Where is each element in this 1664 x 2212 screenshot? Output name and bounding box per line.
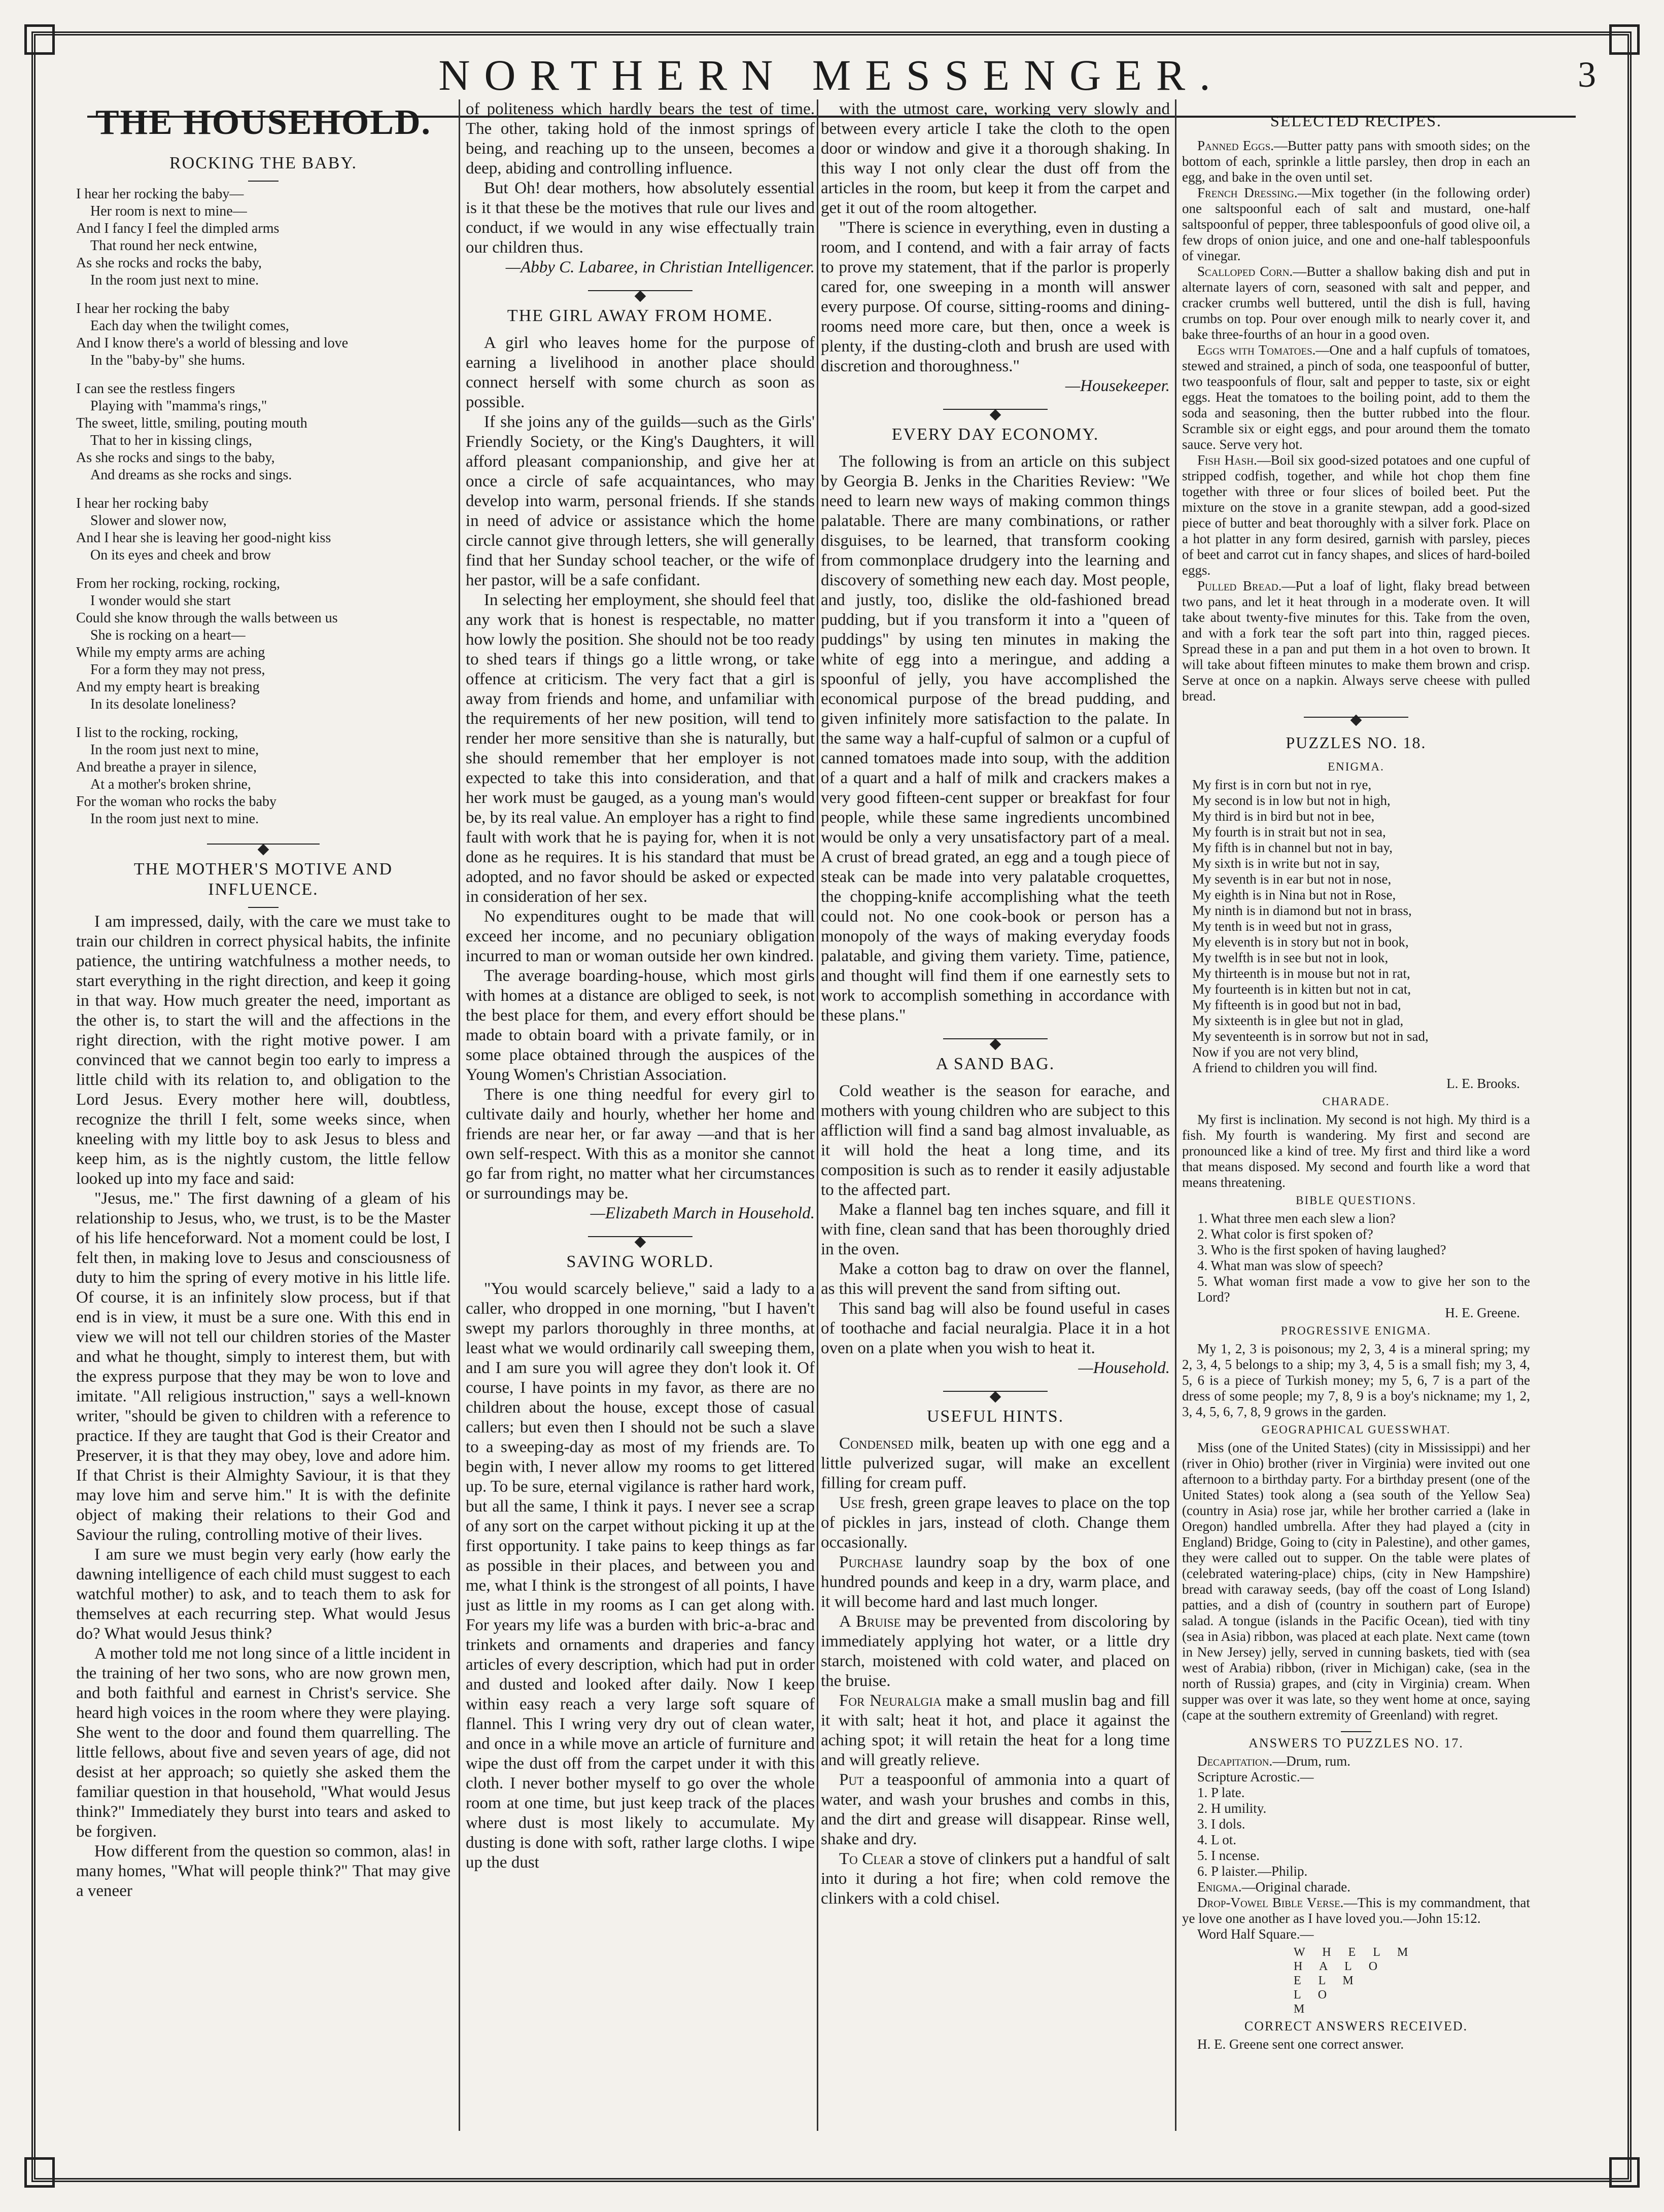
paragraph: with the utmost care, working very slowly and between every article I take the cloth to the open door or window and give it a thorough shaking. In this way I not only clear the dust off from the articles in the room, but keep it from the carpet and get it out of the room altogether. xyxy=(821,100,1170,217)
poem-line: That round her neck entwine, xyxy=(90,238,257,254)
ornament-divider xyxy=(76,839,450,848)
item-lead: Fish Hash. xyxy=(1197,452,1257,468)
ornament-divider xyxy=(1182,712,1530,721)
enigma-line: My third is in bird but not in bee, xyxy=(1192,809,1375,824)
item-text: —Mix together (in the following order) one saltspoonful each of salt and mustard, one-half saltspoonful of pepper, three tablespoonfuls of good olive oil, a few drops of onion juice, and one and one-half tablespoonfuls of vinegar. xyxy=(1182,185,1530,263)
article-body-girl-away xyxy=(466,333,815,1204)
list-item xyxy=(821,1553,1170,1612)
paragraph: But Oh! dear mothers, how absolutely essential is it that these be the motives that rule our lives and conduct, if we would in any wise effectually train our children thus. xyxy=(466,179,815,257)
enigma-line: My fourth is in strait but not in sea, xyxy=(1192,824,1386,839)
item-lead: Purchase xyxy=(839,1553,903,1571)
article-signature: —Household. xyxy=(1078,1359,1170,1377)
acrostic-line: 6. P laister.—Philip. xyxy=(1197,1864,1308,1879)
list-item xyxy=(1182,452,1530,578)
column-2 xyxy=(466,99,815,2131)
paragraph: A mother told me not long since of a little incident in the training of her two sons, who are now grown men, and both faithful and earnest in Christ's service. She heard high voices in the room where they were playing. She went to the door and found them quarrelling. The little fellows, about five and seven years of age, did not desist at her approach; so quietly she asked them the familiar question in that household, "What would Jesus think?" Immediately they burst into tears and asked to be forgiven. xyxy=(76,1644,450,1841)
poem-line: For the woman who rocks the baby xyxy=(76,794,277,810)
item-lead: French Dressing. xyxy=(1197,185,1298,200)
masthead-title: NORTHERN MESSENGER. xyxy=(438,51,1225,99)
recipe-list xyxy=(1182,138,1530,704)
item-lead: Eggs with Tomatoes. xyxy=(1197,342,1316,358)
bible-questions-list xyxy=(1182,1211,1530,1305)
paragraph: I am sure we must begin very early (how early the dawning intelligence of each child must suggest to each watchful mother) to ask, and to teach them to ask for themselves at each recurring step. What would Jesus do? What would Jesus think? xyxy=(76,1546,450,1643)
word-half-square xyxy=(1294,1945,1530,2016)
paragraph: The following is from an article on this subject by Georgia B. Jenks in the Charities Review: "We need to learn new ways of making common things palatable. There are many combinations, or rather disguises, to be learned, that transform cooking from commonplace drudgery into the learning and discovery of something new each day. Most people, and justly, too, dislike the old-fashioned bread pudding, but if you transform it into a "queen of puddings" by using ten minutes in making the white of egg into a meringue, and adding a spoonful of jelly, you have accomplished the economical purpose of the bread pudding, and given infinitely more satisfaction to the palate. In the same way a half-cupful of salmon or a cupful of canned tomatoes made into soup, with the addition of a quart and a half of milk and crackers makes a very good fifteen-cent supper or breakfast for four people, while these same ingredients uncombined would be only a very unsatisfactory part of a meal. A crust of bread grated, an egg and a tough piece of steak can be made into very palatable croquettes, the chopping-knife accomplishing what the teeth could not. No one cook-book or person has a monopoly of the ways of making everyday foods palatable, and giving them variety. Time, patience, and thought will find them if one earnestly sets to work to accomplish something in accordance with these plans." xyxy=(821,452,1170,1025)
item-lead: Panned Eggs. xyxy=(1197,138,1274,153)
item-lead: Condensed xyxy=(839,1434,913,1453)
list-item xyxy=(821,1434,1170,1493)
geographical-guesswhat-title: GEOGRAPHICAL GUESSWHAT. xyxy=(1261,1423,1451,1436)
answer-label: Drop-Vowel Bible Verse. xyxy=(1197,1895,1344,1910)
corner-ornament xyxy=(24,2157,55,2188)
paragraph: How different from the question so common, alas! in many homes, "What will people think?" That may give a veneer xyxy=(76,1842,450,1900)
word-square-row: L O xyxy=(1294,1988,1334,2002)
item-text: milk, beaten up with one egg and a little pulverized sugar, will make an excellent filling for cream puff. xyxy=(821,1434,1170,1492)
acrostic-answer-list xyxy=(1182,1785,1530,1879)
enigma-line: Now if you are not very blind, xyxy=(1192,1044,1359,1060)
item-lead: A Bruise xyxy=(839,1612,901,1631)
acrostic-line: 1. P late. xyxy=(1197,1785,1245,1800)
item-text: fresh, green grape leaves to place on the top of pickles in jars, instead of cloth. Change them occasionally. xyxy=(821,1494,1170,1552)
word-square-row: E L M xyxy=(1294,1974,1361,1987)
poem-line: At a mother's broken shrine, xyxy=(90,777,251,792)
acrostic-line: 5. I ncense. xyxy=(1197,1848,1260,1863)
item-lead: Use xyxy=(839,1494,865,1512)
column-rule xyxy=(817,99,818,2131)
item-lead: Scalloped Corn. xyxy=(1197,264,1293,279)
progressive-enigma-title: PROGRESSIVE ENIGMA. xyxy=(1280,1324,1432,1337)
poem-line: As she rocks and rocks the baby, xyxy=(76,255,262,271)
poem-line: And my empty heart is breaking xyxy=(76,679,260,695)
paragraph: I am impressed, daily, with the care we must take to train our children in correct physical habits, the infinite patience, the untiring watchfulness a mother needs, to start everything in the right direction, and keep it going in that way. How much greater the need, important as the other is, to start the will and the affections in the right direction, with the right motive power. I am convinced that we cannot begin too early to impress a little child with its relation to, and obligation to the Lord Jesus. Every mother here will, doubtless, recognize the thrill I felt, some weeks since, when kneeling with my little boy to ask Jesus to bless and keep him, as is the nightly custom, the little fellow looked up into my face and said: xyxy=(76,912,450,1188)
item-text: a stove of clinkers put a handful of salt into it during a hot fire; when cold remove the clinkers with a cold chisel. xyxy=(821,1850,1170,1908)
correct-answers-text: H. E. Greene sent one correct answer. xyxy=(1197,2037,1404,2052)
puzzle-signature: L. E. Brooks. xyxy=(1446,1076,1520,1091)
ornament-divider xyxy=(821,1034,1170,1043)
poem-line: The sweet, little, smiling, pouting mouth xyxy=(76,415,307,431)
poem-stanza xyxy=(76,495,450,564)
item-text: laundry soap by the box of one hundred pounds and keep in a dry, warm place, and it will become hard and last much longer. xyxy=(821,1553,1170,1611)
item-text: —Put a loaf of light, flaky bread between two pans, and let it heat through in a moderate oven. It will take about twenty-five minutes for this. Take from the oven, and with a fork tear the soft part into thin, ragged pieces. Spread these in a pan and put them in a hot oven to brown. It will take about fifteen minutes to make them brown and crisp. Serve at once on a napkin. Always serve cheese with pulled bread. xyxy=(1182,578,1530,704)
list-item xyxy=(821,1770,1170,1849)
list-item xyxy=(1182,138,1530,185)
poem-line: I wonder would she start xyxy=(90,593,231,609)
correct-answers-title: CORRECT ANSWERS RECEIVED. xyxy=(1244,2019,1468,2033)
enigma-title: ENIGMA. xyxy=(1328,760,1384,773)
section-title-household: THE HOUSEHOLD. xyxy=(95,103,432,142)
poem-line: In the room just next to mine. xyxy=(90,811,259,827)
poem-line: In the room just next to mine, xyxy=(90,742,259,758)
column-3 xyxy=(821,99,1170,2131)
poem-line: Could she know through the walls between us xyxy=(76,610,338,626)
bible-question: 5. What woman first made a vow to give her son to the Lord? xyxy=(1197,1274,1530,1305)
article-signature: —Abby C. Labaree, in Christian Intelligencer. xyxy=(505,258,815,276)
poem-line: I list to the rocking, rocking, xyxy=(76,725,238,741)
page-number: 3 xyxy=(1578,54,1596,95)
column-4 xyxy=(1182,99,1530,2131)
poem-line: I can see the restless fingers xyxy=(76,381,235,397)
paragraph: Make a flannel bag ten inches square, and fill it with fine, clean sand that has been thoroughly dried in the oven. xyxy=(821,1201,1170,1258)
column-rule xyxy=(459,99,460,2131)
answer-enigma xyxy=(1182,1879,1530,1895)
article-signature: —Elizabeth March in Household. xyxy=(590,1204,815,1222)
paragraph: The average boarding-house, which most girls with homes at a distance are obliged to seek, is not the best place for them, and every effort should be made to obtain board with a private family, or in some place obtained through the auspices of the Young Women's Christian Association. xyxy=(466,967,815,1084)
poem-line: In its desolate loneliness? xyxy=(90,696,236,712)
item-text: —Butter patty pans with smooth sides; on the bottom of each, sprinkle a little parsley, then drop in each an egg, and bake in the oven until set. xyxy=(1182,138,1530,185)
article-title-girl-away: THE GIRL AWAY FROM HOME. xyxy=(507,306,774,325)
item-lead: Put xyxy=(839,1771,864,1789)
poem-line: She is rocking on a heart— xyxy=(90,627,246,643)
paragraph: "Jesus, me." The first dawning of a gleam of his relationship to Jesus, who, we trust, is to be the Master of his life henceforward. Not a moment could be lost, I felt then, in making love to Jesus and consciousness of duty to him the spring of every motive in his little life. Of course, it is an infinitely slow process, but if that end is in view, it must be a sure one. With this end in view we will not tell our children stories of the Master and what he thought, simply to interest them, but with the express purpose that they may be won to love and imitate. "All religious instruction," says a well-known writer, "should be given to children with a reference to practice. If they are taught that God is their Creator and Preserver, it is that they may obey, love and adore him. If that Christ is their Almighty Saviour, it is that they may love him and serve him." It is with the definite object of making their relations to their God and Saviour the ruling, controlling motive of their lives. xyxy=(76,1189,450,1544)
word-square-row: W H E L M xyxy=(1294,1946,1415,1959)
list-item xyxy=(821,1612,1170,1691)
enigma-line: My sixth is in write but not in say, xyxy=(1192,856,1380,871)
list-item xyxy=(1182,578,1530,704)
word-square-row: M xyxy=(1294,2003,1312,2016)
poem-line: Slower and slower now, xyxy=(90,513,227,529)
paragraph: "You would scarcely believe," said a lady to a caller, who dropped in one morning, "but I haven't swept my parlors thoroughly in three months, at least what we would ordinarily call sweeping them, and I am sure you will agree they don't look it. Of course, I have points in my favor, as there are no children about the house, except those of casual callers; but even then I should not be such a slave to a sweeping-day as most of my friends are. To begin with, I never allow my rooms to get littered up. To be sure, eternal vigilance is rather hard work, but all the same, I think it pays. I never see a scrap of any sort on the carpet without picking it up at the first opportunity. I take pains to keep things as far as possible in their places, and between you and me, what I think is the strongest of all points, I have just as little in my rooms as I can get along with. For years my life was a burden with bric-a-brac and trinkets and ornaments and draperies and fancy articles of every description, which had put in order and dusted and looked after daily. Now I keep within easy reach a very large soft square of flannel. This I wring very dry out of clean water, and once in a while move an article of furniture and wipe the dust off from the carpet under it with this cloth. I never bother myself to go over the whole room at one time, but just keep track of the places where dust is most likely to accumulate. My dusting is done with soft, rather large cloths. I wipe up the dust xyxy=(466,1280,815,1872)
continued-article xyxy=(821,99,1170,376)
article-signature: —Housekeeper. xyxy=(1065,377,1170,395)
poem-line: While my empty arms are aching xyxy=(76,645,265,660)
article-title-sand-bag: A SAND BAG. xyxy=(935,1055,1055,1073)
poem-stanza xyxy=(76,380,450,484)
poem-line: I hear her rocking baby xyxy=(76,496,209,511)
article-body-mothers-motive xyxy=(76,912,450,1901)
progressive-enigma-text: My 1, 2, 3 is poisonous; my 2, 3, 4 is a mineral spring; my 2, 3, 4, 5 belongs to a ship; my 3, 4, 5 is a small fish; my 3, 4, 5, 6 is a piece of Turkish money; my 5, 6, 7 is a part of the dress of some people; my 7, 8, 9 is a boy's nickname; my 1, 2, 3, 4, 5, 6, 7, 8, 9 grows in the garden. xyxy=(1182,1341,1530,1419)
answer-drop-vowel xyxy=(1182,1895,1530,1926)
word-square-row: H A L O xyxy=(1294,1960,1385,1973)
paragraph: No expenditures ought to be made that will exceed her income, and no pecuniary obligation incurred to man or woman outside her own kindred. xyxy=(466,907,815,965)
answer-label: Enigma. xyxy=(1197,1879,1242,1894)
list-item xyxy=(821,1691,1170,1770)
charade-text: My first is inclination. My second is not high. My third is a fish. My fourth is wandering. My first and second are pronounced like a kind of tree. My first and third like a word that means disposed. My second and fourth like a word that means threatening. xyxy=(1182,1112,1530,1190)
answer-acrostic-label: Scripture Acrostic.— xyxy=(1197,1769,1314,1784)
paragraph: Cold weather is the season for earache, and mothers with young children who are subject to this affliction will find a sand bag almost invaluable, as it will hold the heat a long time, and its composition is such as to render it easily adjustable to the affected part. xyxy=(821,1082,1170,1199)
poem-line: As she rocks and sings to the baby, xyxy=(76,450,275,466)
divider xyxy=(248,907,279,908)
enigma-line: My eighth is in Nina but not in Rose, xyxy=(1192,887,1396,902)
poem-line: That to her in kissing clings, xyxy=(90,433,252,448)
paragraph: "There is science in everything, even in dusting a room, and I contend, and with a fair array of facts to prove my statement, that if the parlor is properly cared for, one sweeping in a month will answer every purpose. Of course, sitting-rooms and dining-rooms need more care, but then, once a week is plenty, if the dusting-cloth and brush are used with discretion and thoroughness." xyxy=(821,219,1170,375)
bible-question: 1. What three men each slew a lion? xyxy=(1197,1211,1396,1226)
charade-title: CHARADE. xyxy=(1322,1095,1390,1108)
list-item xyxy=(1182,264,1530,342)
article-body-saving-world xyxy=(466,1279,815,1873)
item-text: —One and a half cupfuls of tomatoes, stewed and strained, a pinch of soda, one teaspoonful of butter, two teaspoonfuls of flour, salt and pepper to taste, six or eight eggs. Heat the tomatoes to the boiling point, add to them the soda and seasoning, then the butter rubbed into the flour. Scramble six or eight eggs, and pour around them the tomato sauce. Serve very hot. xyxy=(1182,342,1530,452)
ornament-divider xyxy=(466,1232,815,1241)
poem-stanza xyxy=(76,575,450,713)
article-title-every-day-economy: EVERY DAY ECONOMY. xyxy=(891,425,1099,444)
poem-line: I hear her rocking the baby— xyxy=(76,186,244,202)
paragraph: There is one thing needful for every girl to cultivate daily and hourly, whether her home and friends are near her, or far away —and that is her own self-respect. With this as a monitor she cannot go far from right, no matter what her circumstances or surroundings may be. xyxy=(466,1085,815,1203)
bible-question: 2. What color is first spoken of? xyxy=(1197,1226,1373,1242)
poem-line: Each day when the twilight comes, xyxy=(90,318,289,334)
article-title-useful-hints: USEFUL HINTS. xyxy=(926,1407,1064,1426)
answer-label: Decapitation. xyxy=(1197,1753,1273,1769)
enigma-line: A friend to children you will find. xyxy=(1192,1060,1378,1075)
acrostic-line: 3. I dols. xyxy=(1197,1816,1245,1832)
bible-question: 3. Who is the first spoken of having laughed? xyxy=(1197,1242,1446,1257)
poem-line: And breathe a prayer in silence, xyxy=(76,759,257,775)
answer-text: —Original charade. xyxy=(1241,1879,1351,1894)
geographical-guesswhat-text: Miss (one of the United States) (city in Mississippi) and her (river in Ohio) brother (river in Virginia) were invited out one afternoon to a birthday party. For a birthday present (one of the United States) took along a (sea south of the Yellow Sea) (country in Asia) rose jar, while her brother carried a (lake in Oregon) handled umbrella. After they had played a (city in England) Bridge, Going to (city in Palestine), and other games, they were called out to supper. On the table were plates of (celebrated watering-place) chips, (city in New Hampshire) bread with caraway seeds, (bay off the coast of Long Island) patties, and a dish of (country in southern part of Europe) salad. A tongue (islands in the Pacific Ocean), tied with tiny (sea in Asia) ribbon, was placed at each plate. Next came (town in New Jersey) jelly, served in cunning baskets, tied with (sea west of Arabia) ribbon, (river in Michigan) cake, (sea in the north of Russia) grapes, and (city in Virginia) cream. When supper was over it was late, so they went home at once, saying (cape at the southern extremity of Greenland) with regret. xyxy=(1182,1440,1530,1723)
enigma-line: My fourteenth is in kitten but not in cat, xyxy=(1192,981,1411,997)
article-body-useful-hints xyxy=(821,1434,1170,1909)
poem-line: From her rocking, rocking, rocking, xyxy=(76,576,281,591)
poem-stanza xyxy=(76,186,450,289)
divider xyxy=(248,181,279,182)
answers-title: ANSWERS TO PUZZLES NO. 17. xyxy=(1249,1736,1464,1750)
continued-paragraph: of politeness which hardly bears the test of time. The other, taking hold of the inmost springs of being, and reaching up to the unseen, becomes a deep, abiding and controlling influence. xyxy=(466,100,815,178)
item-text: a teaspoonful of ammonia into a quart of water, and wash your brushes and combs in this, and the dirt and grease will disappear. Rinse well, shake and dry. xyxy=(821,1771,1170,1848)
poem-line: Playing with "mamma's rings," xyxy=(90,398,267,414)
paragraph: Make a cotton bag to draw on over the flannel, as this will prevent the sand from sifting out. xyxy=(821,1260,1170,1298)
article-body-every-day-economy xyxy=(821,452,1170,1026)
enigma-line: My seventeenth is in sorrow but not in sad, xyxy=(1192,1029,1429,1044)
enigma-line: My fifth is in channel but not in bay, xyxy=(1192,840,1393,855)
answer-text: —This is my commandment, that ye love one another as I have loved you.—John 15:12. xyxy=(1182,1895,1530,1926)
bible-questions-title: BIBLE QUESTIONS. xyxy=(1296,1194,1416,1207)
poem-stanza xyxy=(76,724,450,828)
poem-line: And I fancy I feel the dimpled arms xyxy=(76,221,280,236)
enigma-line: My fifteenth is in good but not in bad, xyxy=(1192,997,1401,1012)
answer-word-square-label: Word Half Square.— xyxy=(1197,1926,1314,1942)
poem-line: And I hear she is leaving her good-night kiss xyxy=(76,530,331,546)
puzzles-title: PUZZLES NO. 18. xyxy=(1286,733,1427,752)
divider xyxy=(1341,1731,1371,1732)
enigma-line: My twelfth is in see but not in look, xyxy=(1192,950,1389,965)
article-body-sand-bag xyxy=(821,1081,1170,1358)
bible-question: 4. What man was slow of speech? xyxy=(1197,1258,1383,1273)
paragraph: In selecting her employment, she should feel that any work that is honest is respectable, no matter how lowly the position. She should not be too ready to shed tears if things go a little wrong, or take offence at criticism. The very fact that a girl is away from friends and home, and unfamiliar with the requirements of her new position, will tend to render her more sensitive than she is naturally, but she should remember that her employer is not expected to take this into consideration, and that her work must be gauged, as a young man's would be, by its real value. An employer has a right to find fault with work that he is paying for, when it is not done as he requires. It is his standard that must be adopted, and no favor should be asked or expected in consideration of her sex. xyxy=(466,591,815,906)
enigma-line: My tenth is in weed but not in grass, xyxy=(1192,919,1392,934)
poem-line: In the room just next to mine. xyxy=(90,272,259,288)
poem-line: In the "baby-by" she hums. xyxy=(90,353,246,368)
article-title-saving-world: SAVING WORLD. xyxy=(566,1252,714,1271)
ornament-divider xyxy=(466,286,815,295)
item-lead: Pulled Bread. xyxy=(1197,578,1282,593)
paragraph: If she joins any of the guilds—such as the Girls' Friendly Society, or the King's Daughters, it will afford pleasant companionship, and give her at once a circle of safe acquaintances, who may develop into warm, personal friends. If she stands in need of advice or assistance which the home circle cannot give through letters, she will generally find that her Sunday school teacher, or the wife of her pastor, will be a safe confidant. xyxy=(466,413,815,589)
ornament-divider xyxy=(821,404,1170,413)
answer-decapitation xyxy=(1182,1753,1530,1769)
article-title-selected-recipes: SELECTED RECIPES. xyxy=(1270,112,1442,130)
item-text: —Butter a shallow baking dish and put in alternate layers of corn, seasoned with salt and pepper, and cracker crumbs well buttered, until the dish is full, having crumbs on top. Pour over enough milk to nearly cover it, and bake three-fourths of an hour in a good oven. xyxy=(1182,264,1530,342)
acrostic-line: 4. L ot. xyxy=(1197,1832,1236,1847)
list-item xyxy=(1182,185,1530,264)
enigma-line: My seventh is in ear but not in nose, xyxy=(1192,871,1392,887)
poem-line: And dreams as she rocks and sings. xyxy=(90,467,292,483)
enigma-line: My first is in corn but not in rye, xyxy=(1192,777,1372,792)
poem-rocking-the-baby xyxy=(76,186,450,828)
enigma-line: My thirteenth is in mouse but not in rat, xyxy=(1192,966,1410,981)
acrostic-line: 2. H umility. xyxy=(1197,1801,1267,1816)
paragraph: This sand bag will also be found useful in cases of toothache and facial neuralgia. Place it in a hot oven on a plate when you wish to heat it. xyxy=(821,1300,1170,1357)
poem-line: I hear her rocking the baby xyxy=(76,301,230,317)
enigma-line: My second is in low but not in high, xyxy=(1192,793,1391,808)
answer-text: —Drum, rum. xyxy=(1272,1753,1350,1769)
column-rule xyxy=(1175,99,1176,2131)
column-1 xyxy=(76,99,450,2131)
poem-stanza xyxy=(76,300,450,369)
poem-line: For a form they may not press, xyxy=(90,662,265,678)
item-text: make a small muslin bag and fill it with salt; heat it hot, and place it against the aching spot; it will retain the heat for a long time and will greatly relieve. xyxy=(821,1692,1170,1769)
poem-line: And I know there's a world of blessing and love xyxy=(76,335,349,351)
article-title-mothers-motive: THE MOTHER'S MOTIVE AND INFLUENCE. xyxy=(133,860,393,899)
enigma-line: My eleventh is in story but not in book, xyxy=(1192,934,1409,950)
enigma-line: My sixteenth is in glee but not in glad, xyxy=(1192,1013,1404,1028)
item-lead: To Clear xyxy=(839,1850,904,1868)
corner-ornament xyxy=(1609,2157,1640,2188)
item-text: may be prevented from discoloring by immediately applying hot water, or a little dry starch, moistened with cold water, and placed on the bruise. xyxy=(821,1612,1170,1690)
list-item xyxy=(821,1849,1170,1909)
list-item xyxy=(1182,342,1530,452)
puzzle-signature: H. E. Greene. xyxy=(1445,1305,1520,1320)
item-text: —Boil six good-sized potatoes and one cupful of stripped codfish, together, and while hot chop them fine together with three or four slices of boiled beet. Put the mixture on the stove in a granite stewpan, add a good-sized piece of butter and beat thoroughly with a silver fork. Place on a hot platter in any form desired, garnish with parsley, pieces of beet and carrot cut in fancy shapes, and slices of hard-boiled eggs. xyxy=(1182,452,1530,578)
enigma-lines xyxy=(1182,777,1530,1076)
list-item xyxy=(821,1493,1170,1553)
poem-line: On its eyes and cheek and brow xyxy=(90,547,271,563)
item-lead: For Neuralgia xyxy=(839,1692,942,1710)
poem-title: ROCKING THE BABY. xyxy=(169,154,357,172)
poem-line: Her room is next to mine— xyxy=(90,203,247,219)
enigma-line: My ninth is in diamond but not in brass, xyxy=(1192,903,1412,918)
paragraph: A girl who leaves home for the purpose of earning a livelihood in another place should connect herself with some church as soon as possible. xyxy=(466,334,815,411)
ornament-divider xyxy=(821,1386,1170,1395)
